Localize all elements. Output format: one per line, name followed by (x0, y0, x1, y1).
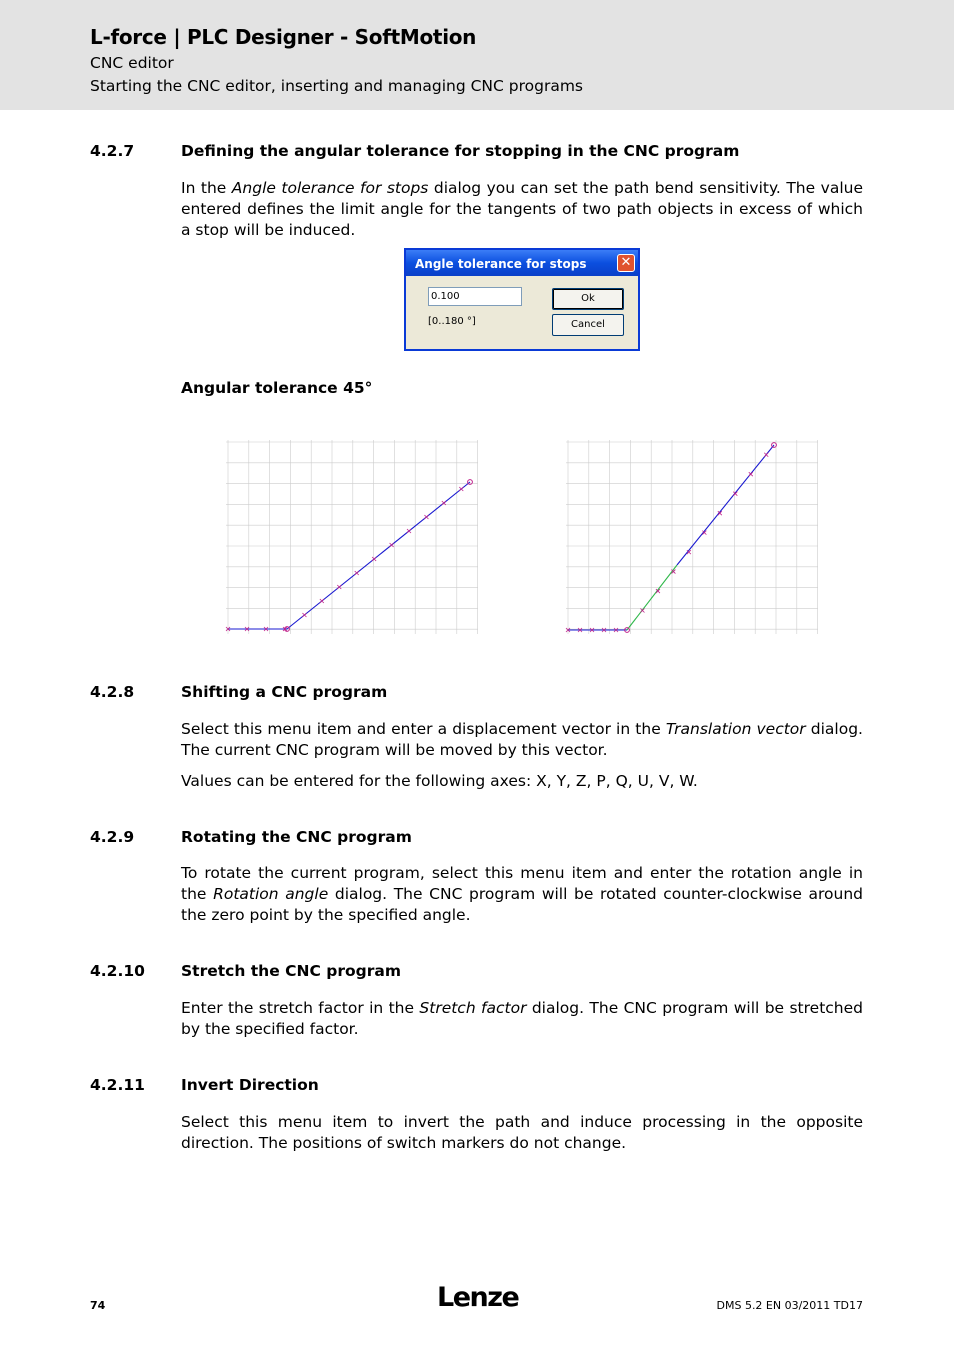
figure-heading: Angular tolerance 45° (181, 379, 373, 397)
ok-button[interactable]: Ok (552, 288, 624, 310)
paragraph: In the Angle tolerance for stops dialog you can set the path bend sensitivity. The value entered defines the limit angle for the tangents of two path objects in excess of which a stop will be induced. (181, 179, 863, 239)
section-heading: Rotating the CNC program (181, 828, 412, 846)
section-heading: Shifting a CNC program (181, 683, 388, 701)
document-id: DMS 5.2 EN 03/2011 TD17 (716, 1299, 863, 1312)
section-number: 4.2.11 (90, 1076, 145, 1094)
paragraph: Select this menu item to invert the path and induce processing in the opposite direction. The positions of switch markers do not change. (181, 1113, 863, 1152)
close-icon[interactable]: ✕ (617, 254, 635, 272)
cancel-button[interactable]: Cancel (552, 314, 624, 336)
path-segment (627, 565, 677, 630)
range-label: [0..180 °] (428, 316, 476, 327)
paragraph: Enter the stretch factor in the Stretch factor dialog. The CNC program will be stretched by the specified factor. (181, 999, 863, 1038)
document-title: L-force | PLC Designer - SoftMotion (90, 25, 477, 49)
section-title: Starting the CNC editor, inserting and managing CNC programs (90, 77, 583, 95)
path-lines (568, 445, 774, 630)
plot-grid (226, 440, 478, 634)
section-number: 4.2.9 (90, 828, 135, 846)
section-heading: Stretch the CNC program (181, 962, 401, 980)
tolerance-input[interactable]: 0.100 (428, 287, 522, 306)
page-number: 74 (90, 1299, 106, 1312)
path-plot-left (222, 430, 482, 640)
path-markers (566, 443, 776, 633)
section-number: 4.2.7 (90, 142, 135, 160)
path-plot-right (562, 430, 822, 640)
section-number: 4.2.8 (90, 683, 135, 701)
dialog-title: Angle tolerance for stops (415, 257, 587, 271)
section-heading: Defining the angular tolerance for stopping in the CNC program (181, 142, 740, 160)
section-heading: Invert Direction (181, 1076, 319, 1094)
paragraph: To rotate the current program, select this menu item and enter the rotation angle in the Rotation angle dialog. The CNC program will be rotated counter-clockwise around the zero point by the specified angle. (181, 864, 863, 924)
paragraph: Values can be entered for the following axes: X, Y, Z, P, Q, U, V, W. (181, 772, 698, 790)
chapter-title: CNC editor (90, 54, 174, 72)
path-segment (228, 482, 470, 629)
plot-grid (566, 440, 818, 634)
paragraph: Select this menu item and enter a displacement vector in the Translation vector dialog. The current CNC program will be moved by this vector. (181, 720, 863, 759)
dialog-titlebar (406, 250, 638, 276)
path-lines (228, 482, 470, 629)
page-header (0, 0, 954, 110)
angle-tolerance-dialog (404, 248, 640, 351)
section-number: 4.2.10 (90, 962, 145, 980)
lenze-logo: Lenze (437, 1282, 519, 1313)
